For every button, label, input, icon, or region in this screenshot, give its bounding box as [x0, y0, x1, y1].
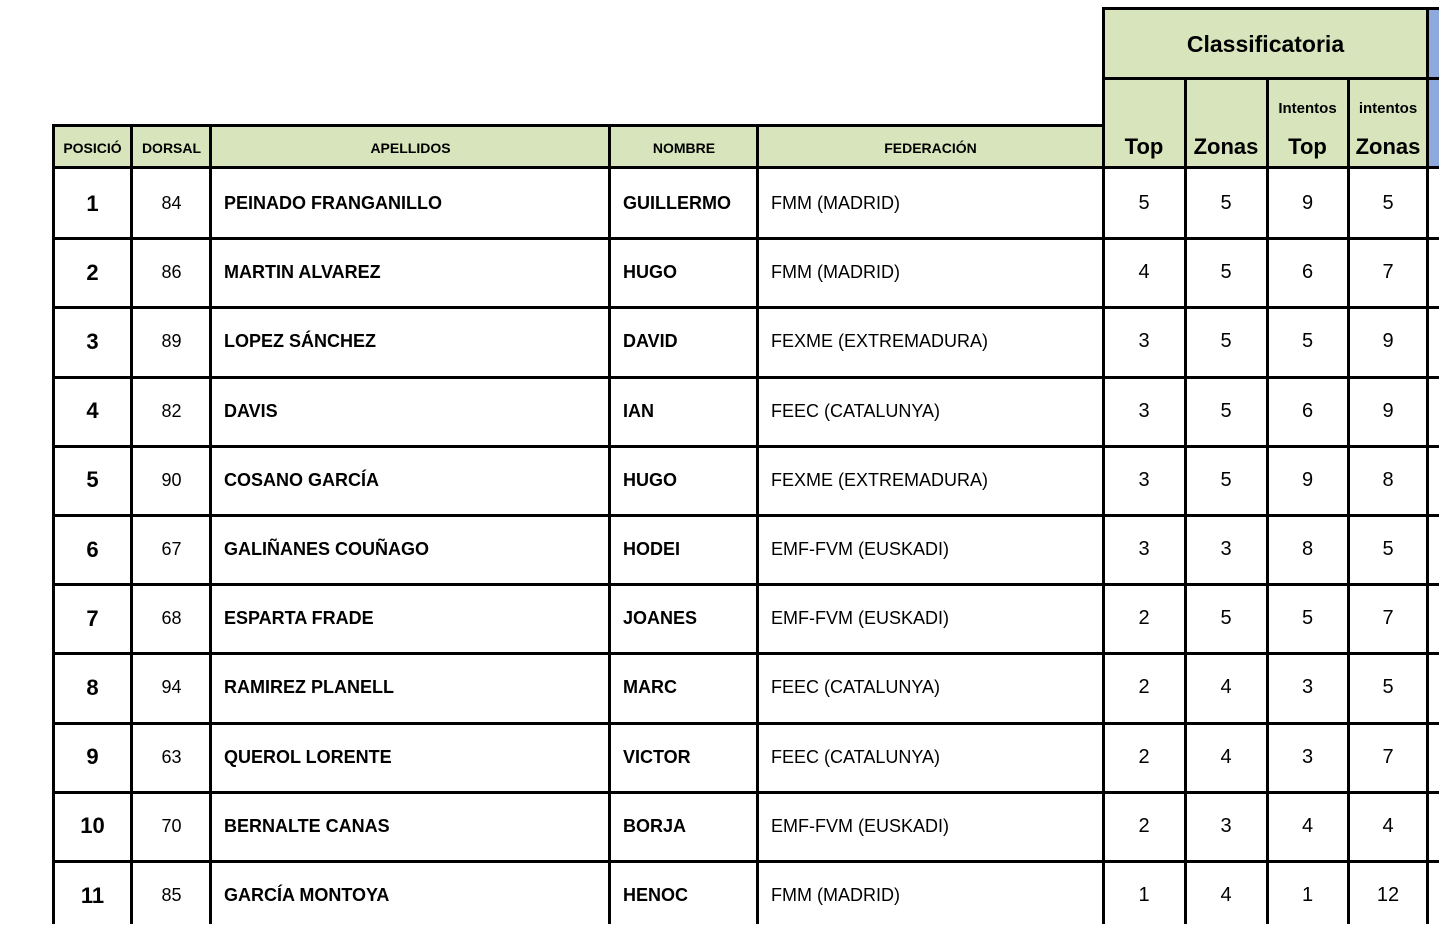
- header-nombre: NOMBRE: [652, 139, 716, 156]
- cell-posicio: 6: [86, 536, 99, 562]
- header-federacion: FEDERACIÓN: [884, 139, 977, 156]
- cell-dorsal: 89: [161, 331, 182, 352]
- cell-intentos-top: 6: [1301, 399, 1314, 422]
- cell-federacion: FEEC (CATALUNYA): [771, 746, 941, 767]
- cell-zonas: 3: [1220, 814, 1232, 837]
- cell-nombre: HUGO: [623, 262, 677, 283]
- header-zonas: Zonas: [1193, 134, 1259, 159]
- cell-nombre: IAN: [623, 400, 654, 421]
- cell-intentos-top: 4: [1301, 814, 1314, 837]
- cell-intentos-top: 8: [1301, 538, 1314, 561]
- grid-line: [1266, 77, 1269, 924]
- cell-federacion: EMF-FVM (EUSKADI): [771, 608, 949, 629]
- cell-zonas: 5: [1220, 399, 1232, 422]
- cell-nombre: BORJA: [623, 815, 687, 836]
- grid-line: [209, 124, 212, 924]
- cell-apellidos: COSANO GARCÍA: [224, 469, 380, 490]
- cell-zonas: 3: [1220, 538, 1232, 561]
- cell-intentos-top: 5: [1301, 330, 1314, 353]
- grid-line: [52, 166, 1439, 169]
- cell-zonas: 4: [1220, 745, 1232, 768]
- header-posicio: POSICIÓ: [63, 139, 122, 156]
- cell-top: 5: [1138, 192, 1150, 215]
- cell-apellidos: PEINADO FRANGANILLO: [224, 193, 442, 214]
- cell-top: 2: [1138, 814, 1150, 837]
- cell-posicio: 8: [86, 674, 99, 700]
- cell-intentos-top: 1: [1301, 884, 1314, 907]
- cell-intentos-top: 9: [1301, 192, 1314, 215]
- cell-top: 3: [1138, 538, 1150, 561]
- cell-intentos-zonas: 7: [1382, 607, 1394, 630]
- grid-line: [608, 124, 611, 924]
- cell-dorsal: 90: [161, 469, 182, 490]
- next-section-header-bg: [1428, 9, 1439, 169]
- cell-federacion: EMF-FVM (EUSKADI): [771, 539, 949, 560]
- grid-line: [756, 124, 759, 924]
- cell-nombre: VICTOR: [623, 746, 691, 767]
- cell-posicio: 7: [86, 605, 99, 631]
- grid-line: [52, 306, 1439, 309]
- grid-line: [1426, 7, 1429, 924]
- cell-nombre: HENOC: [623, 885, 689, 906]
- header-top: Top: [1124, 134, 1164, 159]
- cell-zonas: 4: [1220, 884, 1232, 907]
- grid-line: [52, 791, 1439, 794]
- cell-intentos-zonas: 9: [1382, 330, 1394, 353]
- cell-dorsal: 85: [161, 885, 182, 906]
- grid-line: [52, 124, 55, 924]
- grid-line: [130, 124, 133, 924]
- cell-posicio: 10: [80, 813, 105, 839]
- cell-dorsal: 82: [161, 400, 182, 421]
- cell-nombre: HUGO: [623, 469, 677, 490]
- header-intentos-top-label: Intentos: [1278, 99, 1337, 117]
- cell-apellidos: QUEROL LORENTE: [224, 746, 392, 767]
- cell-zonas: 5: [1220, 261, 1232, 284]
- cell-dorsal: 86: [161, 262, 182, 283]
- cell-apellidos: MARTIN ALVAREZ: [224, 262, 381, 283]
- cell-federacion: FEEC (CATALUNYA): [771, 677, 941, 698]
- cell-nombre: GUILLERMO: [623, 193, 731, 214]
- cell-top: 3: [1138, 468, 1150, 491]
- header-apellidos: APELLIDOS: [370, 139, 451, 156]
- header-intentos-zonas-label: intentos: [1358, 99, 1418, 117]
- cell-intentos-zonas: 8: [1382, 468, 1394, 491]
- cell-intentos-top: 3: [1301, 745, 1314, 768]
- cell-apellidos: ESPARTA FRADE: [224, 608, 374, 629]
- cell-top: 3: [1138, 399, 1150, 422]
- cell-posicio: 4: [86, 398, 99, 424]
- cell-intentos-zonas: 5: [1382, 192, 1394, 215]
- cell-dorsal: 68: [161, 608, 182, 629]
- cell-posicio: 9: [86, 744, 99, 770]
- cell-dorsal: 70: [161, 815, 182, 836]
- cell-apellidos: RAMIREZ PLANELL: [224, 677, 394, 698]
- cell-dorsal: 94: [161, 677, 182, 698]
- cell-apellidos: DAVIS: [224, 400, 278, 421]
- cell-top: 2: [1138, 676, 1150, 699]
- cell-federacion: FMM (MADRID): [771, 193, 900, 214]
- cell-intentos-zonas: 9: [1382, 399, 1394, 422]
- cell-intentos-zonas: 12: [1376, 884, 1400, 907]
- cell-intentos-zonas: 5: [1382, 538, 1394, 561]
- cell-intentos-zonas: 7: [1382, 261, 1394, 284]
- cell-posicio: 1: [86, 190, 99, 216]
- cell-intentos-zonas: 7: [1382, 745, 1394, 768]
- cell-intentos-zonas: 4: [1382, 814, 1394, 837]
- cell-federacion: FMM (MADRID): [771, 262, 900, 283]
- cell-dorsal: 84: [161, 193, 182, 214]
- cell-zonas: 5: [1220, 192, 1232, 215]
- header-intentos-zonas: Zonas: [1355, 134, 1421, 159]
- cell-dorsal: 67: [161, 539, 182, 560]
- cell-zonas: 5: [1220, 468, 1232, 491]
- cell-posicio: 5: [86, 467, 99, 493]
- cell-federacion: FEEC (CATALUNYA): [771, 400, 941, 421]
- grid-line: [52, 445, 1439, 448]
- cell-posicio: 2: [86, 259, 99, 285]
- cell-intentos-top: 6: [1301, 261, 1314, 284]
- cell-intentos-top: 5: [1301, 607, 1314, 630]
- cell-federacion: FEXME (EXTREMADURA): [771, 331, 989, 352]
- cell-apellidos: LOPEZ SÁNCHEZ: [224, 331, 377, 352]
- cell-apellidos: BERNALTE CANAS: [224, 815, 390, 836]
- cell-nombre: HODEI: [623, 539, 681, 560]
- header-dorsal: DORSAL: [141, 139, 202, 156]
- cell-zonas: 4: [1220, 676, 1232, 699]
- cell-top: 2: [1138, 607, 1150, 630]
- grid-line: [1102, 7, 1439, 10]
- grid-line: [1102, 77, 1439, 80]
- grid-line: [52, 722, 1439, 725]
- cell-intentos-top: 3: [1301, 676, 1314, 699]
- cell-nombre: DAVID: [623, 331, 678, 352]
- cell-top: 3: [1138, 330, 1150, 353]
- cell-nombre: JOANES: [623, 608, 698, 629]
- cell-intentos-top: 9: [1301, 468, 1314, 491]
- grid-line: [52, 514, 1439, 517]
- cell-zonas: 5: [1220, 607, 1232, 630]
- cell-top: 1: [1138, 884, 1150, 907]
- header-intentos-top: Top: [1288, 134, 1327, 159]
- cell-apellidos: GARCÍA MONTOYA: [224, 885, 390, 906]
- cell-federacion: FEXME (EXTREMADURA): [771, 469, 989, 490]
- classificatoria-title: Classificatoria: [1186, 30, 1345, 57]
- grid-line: [52, 376, 1439, 379]
- grid-line: [52, 860, 1439, 863]
- grid-line: [1102, 7, 1105, 924]
- cell-federacion: EMF-FVM (EUSKADI): [771, 815, 949, 836]
- cell-top: 2: [1138, 745, 1150, 768]
- cell-top: 4: [1138, 261, 1150, 284]
- cell-posicio: 3: [86, 328, 99, 354]
- grid-line: [52, 237, 1439, 240]
- cell-posicio: 11: [80, 882, 105, 908]
- cell-zonas: 5: [1220, 330, 1232, 353]
- grid-line: [52, 583, 1439, 586]
- cell-nombre: MARC: [623, 677, 677, 698]
- grid-line: [52, 652, 1439, 655]
- grid-line: [1347, 77, 1350, 924]
- grid-line: [1184, 77, 1187, 924]
- cell-intentos-zonas: 5: [1382, 676, 1394, 699]
- cell-apellidos: GALIÑANES COUÑAGO: [224, 539, 430, 560]
- cell-federacion: FMM (MADRID): [771, 885, 900, 906]
- cell-dorsal: 63: [161, 746, 182, 767]
